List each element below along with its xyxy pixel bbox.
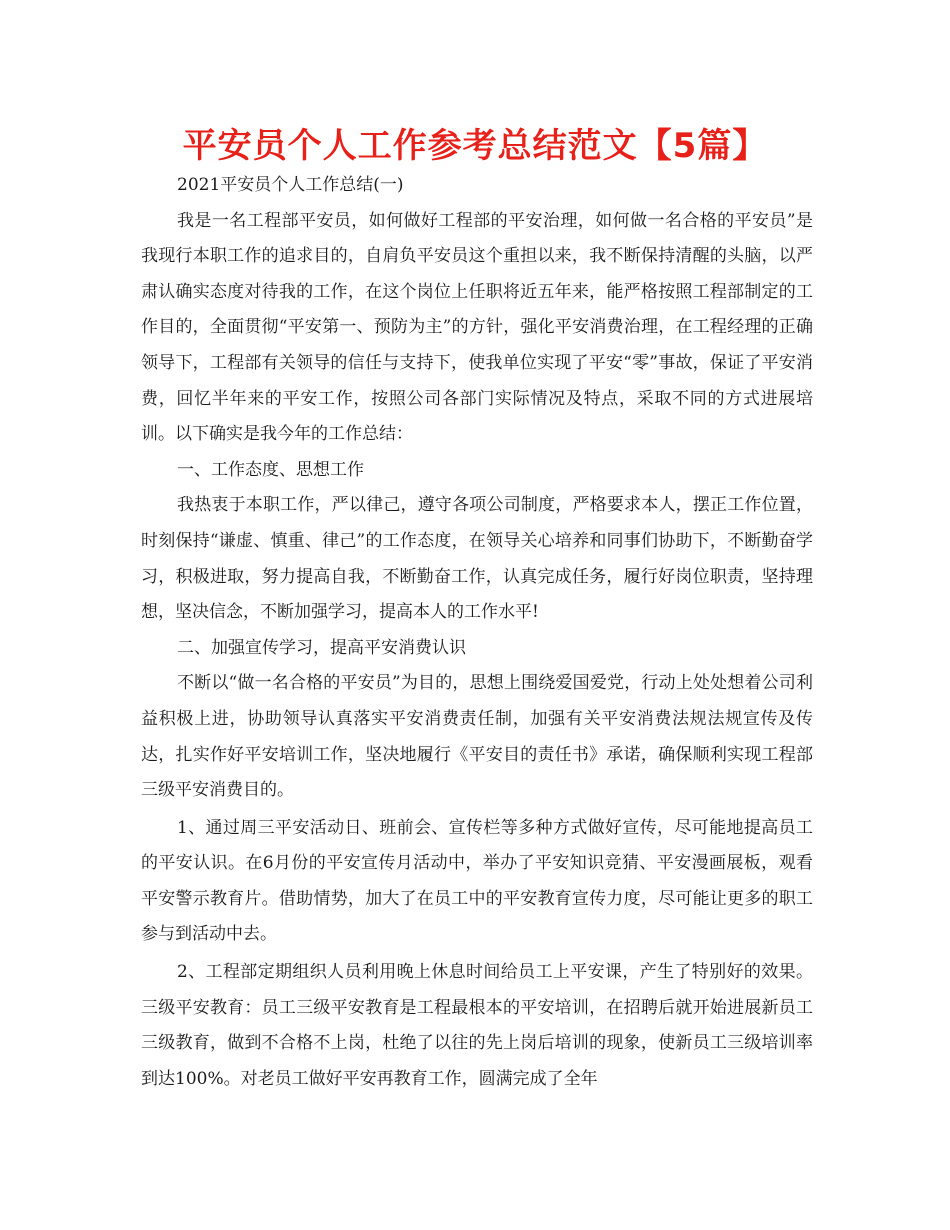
paragraph-intro: 我是一名工程部平安员，如何做好工程部的平安治理，如何做一名合格的平安员”是我现行本职工作的追求目的，自肩负平安员这个重担以来，我不断保持清醒的头脑，以严肃认确实态度对待我的工作，在这个岗位上任职将近五年来，能严格按照工程部制定的工作目的，全面贯彻“平安第一、预防为主”的方针，强化平安消费治理，在工程经理的正确领导下，工程部有关领导的信任与支持下，使我单位实现了平安“零”事故，保证了平安消费，回忆半年来的平安工作，按照公司各部门实际情况及特点，采取不同的方式进展培训。以下确实是我今年的工作总结： <box>141 210 813 445</box>
paragraph-item-1: 1、通过周三平安活动日、班前会、宣传栏等多种方式做好宣传，尽可能地提高员工的平安认识。在6月份的平安宣传月活动中，举办了平安知识竞猜、平安漫画展板，观看平安警示教育片。借助情势，加大了在员工中的平安教育宣传力度，尽可能让更多的职工参与到活动中去。 <box>141 817 813 945</box>
section-subtitle: 2021平安员个人工作总结(一) <box>177 175 404 195</box>
paragraph-item-2: 2、工程部定期组织人员利用晚上休息时间给员工上平安课，产生了特别好的效果。三级平安教育：员工三级平安教育是工程最根本的平安培训，在招聘后就开始进展新员工三级教育，做到不合格不上岗，杜绝了以往的先上岗后培训的现象，使新员工三级培训率到达100%。对老员工做好平安再教育工作，圆满完成了全年 <box>141 962 813 1089</box>
document-title: 平安员个人工作参考总结范文【5篇】 <box>182 126 768 166</box>
section-heading-attitude: 一、工作态度、思想工作 <box>177 459 364 480</box>
document-body <box>141 168 813 1097</box>
paragraph-publicity: 不断以“做一名合格的平安员”为目的，思想上围绕爱国爱党，行动上处处想着公司利益积极上进，协助领导认真落实平安消费责任制，加强有关平安消费法规法规宣传及传达，扎实作好平安培训工作，坚决地履行《平安目的责任书》承诺，确保顺利实现工程部三级平安消费目的。 <box>141 673 813 801</box>
section-heading-publicity: 二、加强宣传学习，提高平安消费认识 <box>177 637 466 658</box>
paragraph-attitude: 我热衷于本职工作，严以律己，遵守各项公司制度，严格要求本人，摆正工作位置，时刻保持“谦虚、慎重、律己”的工作态度，在领导关心培养和同事们协助下，不断勤奋学习，积极进取，努力提高自我，不断勤奋工作，认真完成任务，履行好岗位职责，坚持理想，坚决信念，不断加强学习，提高本人的工作水平! <box>141 495 813 623</box>
